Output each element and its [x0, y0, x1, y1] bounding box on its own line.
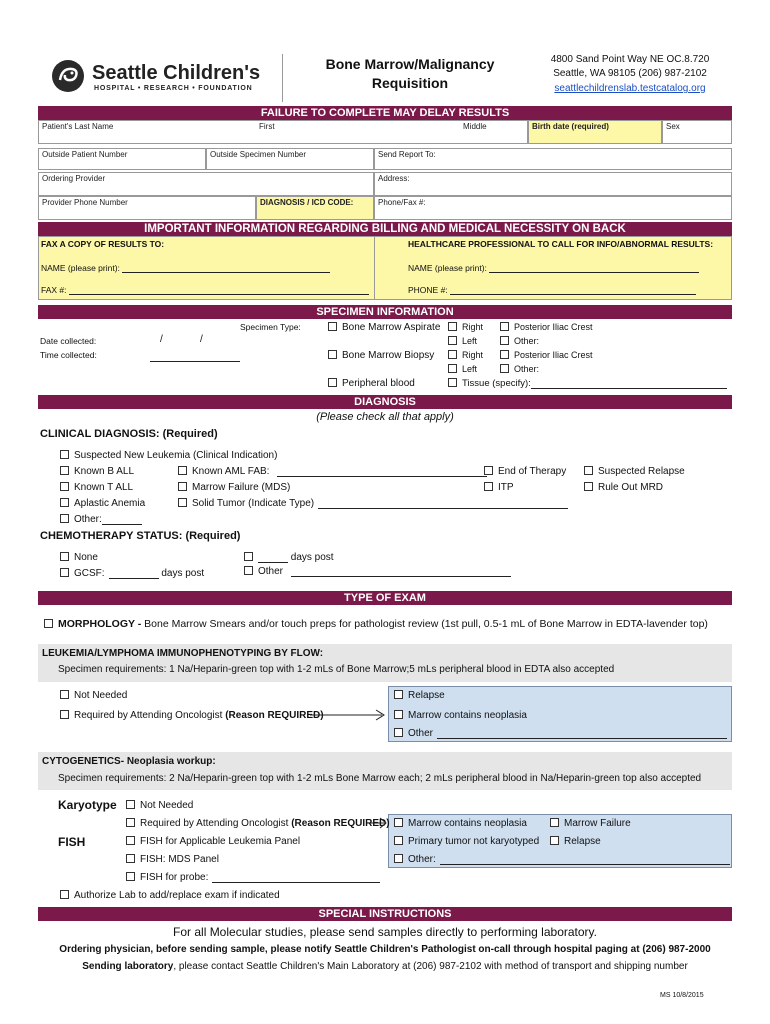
checkbox[interactable] — [60, 514, 69, 523]
diagnosis-header: DIAGNOSIS — [38, 395, 732, 409]
diagnosis-code-field[interactable]: DIAGNOSIS / ICD CODE: — [256, 196, 374, 220]
label: FISH for Applicable Leukemia Panel — [140, 836, 301, 847]
cyto-other-input[interactable] — [440, 855, 730, 865]
org-name: Seattle Children's — [92, 62, 261, 84]
checkbox[interactable] — [394, 710, 403, 719]
tumor-input[interactable] — [318, 499, 568, 509]
label: First — [259, 122, 275, 131]
suspected-relapse[interactable] — [584, 466, 685, 477]
label: Marrow contains neoplasia — [408, 710, 527, 721]
checkbox[interactable] — [60, 552, 69, 561]
biopsy-left[interactable] — [448, 364, 477, 374]
chemo-other[interactable] — [244, 566, 511, 577]
exam-header: TYPE OF EXAM — [38, 591, 732, 605]
suspected-new-leukemia[interactable] — [60, 450, 277, 461]
checkbox[interactable] — [448, 336, 457, 345]
cyto-title: CYTOGENETICS- Neoplasia workup: — [42, 756, 216, 767]
divider — [374, 236, 375, 300]
chemo-status-title: CHEMOTHERAPY STATUS: (Required) — [40, 530, 241, 542]
address-line-1: 4800 Sand Point Way NE OC.8.720 — [550, 54, 710, 65]
phone-name-label — [408, 263, 699, 273]
cyto-marrow-failure[interactable] — [550, 818, 631, 829]
flow-other-input[interactable] — [437, 729, 727, 739]
fax-copy-label: FAX A COPY OF RESULTS TO: — [41, 239, 165, 249]
label: Known AML FAB: — [192, 466, 270, 477]
gcsf-input[interactable] — [109, 569, 159, 579]
date-collected-label: Date collected: — [40, 336, 97, 346]
phone-fax-field[interactable]: Phone/Fax #: — [374, 196, 732, 220]
itp[interactable] — [484, 482, 514, 493]
patient-last-name-field[interactable] — [38, 120, 528, 144]
karyotype-not-needed[interactable] — [126, 800, 193, 811]
label: Rule Out MRD — [598, 482, 664, 493]
label: None — [74, 552, 98, 563]
aspirate-right[interactable] — [448, 322, 483, 332]
checkbox[interactable] — [126, 854, 135, 863]
checkbox[interactable] — [60, 890, 69, 899]
fax-name-label — [41, 263, 330, 273]
label: FISH: MDS Panel — [140, 854, 219, 865]
flow-relapse[interactable] — [394, 690, 445, 701]
label: Sending laboratory — [82, 961, 174, 972]
arrow-right-icon — [370, 817, 388, 832]
label: Not Needed — [74, 690, 128, 701]
biopsy-option[interactable] — [328, 350, 434, 361]
flow-marrow-neoplasia[interactable] — [394, 710, 527, 721]
label: Required by Attending Oncologist — [140, 818, 292, 829]
banner-failure: FAILURE TO COMPLETE MAY DELAY RESULTS — [38, 106, 732, 120]
checkbox[interactable] — [394, 854, 403, 863]
time-collected-label: Time collected: — [40, 350, 97, 360]
checkbox[interactable] — [60, 710, 69, 719]
primary-tumor[interactable] — [394, 836, 539, 847]
checkbox[interactable] — [550, 818, 559, 827]
specimen-type-label: Specimen Type: — [240, 322, 301, 332]
label: Other: — [514, 364, 540, 374]
checkbox[interactable] — [328, 378, 337, 387]
aspirate-option[interactable] — [328, 322, 440, 333]
label: Other: — [514, 336, 540, 346]
label: days post — [161, 568, 205, 579]
divider — [282, 54, 283, 102]
address-line-2: Seattle, WA 98105 (206) 987-2102 — [553, 68, 707, 79]
flow-requirements: Specimen requirements: 1 Na/Heparin-green top with 1-2 mLs of Bone Marrow;5 mLs peripheral blood in EDTA also accepted — [58, 664, 615, 675]
healthcare-label: HEALTHCARE PROFESSIONAL TO CALL FOR INFO/ABNORMAL RESULTS: — [408, 239, 714, 249]
label: End of Therapy — [498, 466, 567, 477]
label: Suspected New Leukemia (Clinical Indication) — [74, 450, 278, 461]
authorize-lab[interactable] — [60, 890, 280, 901]
date-slash: / — [200, 334, 203, 345]
marrow-failure-mds[interactable] — [178, 482, 290, 493]
label: Relapse — [408, 690, 445, 701]
label: Required by Attending Oncologist — [74, 710, 226, 721]
label: Marrow Failure — [564, 818, 631, 829]
flow-required[interactable] — [60, 710, 324, 721]
checkbox[interactable] — [448, 322, 457, 331]
other-input[interactable] — [102, 515, 142, 525]
outside-patient-field[interactable]: Outside Patient Number — [38, 148, 206, 170]
sending-note — [38, 961, 732, 972]
diagnosis-note: (Please check all that apply) — [316, 411, 454, 423]
known-t-all[interactable] — [60, 482, 133, 493]
checkbox[interactable] — [126, 800, 135, 809]
time-collected-input[interactable] — [150, 352, 240, 362]
checkbox[interactable] — [244, 566, 253, 575]
label: Aplastic Anemia — [74, 498, 146, 509]
label: Suspected Relapse — [598, 466, 685, 477]
phone-number-input[interactable] — [450, 285, 696, 295]
form-subtitle: Requisition — [371, 75, 449, 91]
label: Other — [408, 728, 434, 739]
label: Solid Tumor (Indicate Type) — [192, 498, 315, 509]
label: Authorize Lab to add/replace exam if indicated — [74, 890, 280, 901]
biopsy-other[interactable] — [500, 364, 539, 374]
checkbox[interactable] — [500, 364, 509, 373]
checkbox[interactable] — [394, 690, 403, 699]
biopsy-posterior[interactable] — [500, 350, 593, 360]
checkbox[interactable] — [60, 450, 69, 459]
form-title: Bone Marrow/Malignancy — [325, 56, 495, 72]
provider-phone-field[interactable]: Provider Phone Number — [38, 196, 256, 220]
known-b-all[interactable] — [60, 466, 134, 477]
flow-title: LEUKEMIA/LYMPHOMA IMMUNOPHENOTYPING BY FLOW: — [42, 648, 324, 659]
tissue-input[interactable] — [531, 379, 727, 389]
label: NAME (please print): — [408, 263, 487, 273]
checkbox[interactable] — [500, 322, 509, 331]
checkbox[interactable] — [178, 498, 187, 507]
birth-date-field[interactable]: Birth date (required) — [528, 120, 662, 144]
checkbox[interactable] — [60, 568, 69, 577]
checkbox[interactable] — [550, 836, 559, 845]
label: Not Needed — [140, 800, 194, 811]
label: Right — [462, 322, 484, 332]
chemo-other-input[interactable] — [291, 567, 511, 577]
specimen-header: SPECIMEN INFORMATION — [38, 305, 732, 319]
checkbox[interactable] — [448, 350, 457, 359]
label: Posterior Iliac Crest — [514, 350, 593, 360]
solid-tumor[interactable] — [178, 498, 568, 509]
flow-not-needed[interactable] — [60, 690, 127, 701]
catalog-link[interactable]: seattlechildrenslab.testcatalog.org — [554, 83, 706, 94]
morphology-option[interactable] — [44, 618, 708, 630]
checkbox[interactable] — [126, 836, 135, 845]
peripheral-option[interactable] — [328, 378, 415, 389]
fish-probe[interactable] — [126, 872, 380, 883]
date-slash: / — [160, 334, 163, 345]
checkbox[interactable] — [328, 322, 337, 331]
label: days post — [290, 552, 334, 563]
checkbox[interactable] — [126, 818, 135, 827]
label: ITP — [498, 482, 514, 493]
form-code: MS 10/8/2015 — [660, 992, 704, 999]
cyto-other[interactable] — [394, 854, 730, 865]
chemo-days-post[interactable] — [244, 552, 334, 563]
aplastic-anemia[interactable] — [60, 498, 145, 509]
label: (Reason REQUIRED) — [291, 818, 390, 829]
label: Left — [462, 336, 478, 346]
label: Marrow contains neoplasia — [408, 818, 527, 829]
checkbox[interactable] — [484, 466, 493, 475]
fish-mds-panel[interactable] — [126, 854, 219, 865]
checkbox[interactable] — [60, 498, 69, 507]
checkbox[interactable] — [60, 690, 69, 699]
label: Marrow Failure (MDS) — [192, 482, 291, 493]
fish-leukemia-panel[interactable] — [126, 836, 300, 847]
karyotype-required[interactable] — [126, 818, 390, 829]
label: Right — [462, 350, 484, 360]
diagnosis-other[interactable] — [60, 514, 142, 525]
logo-icon — [52, 60, 84, 92]
clinical-diagnosis-title: CLINICAL DIAGNOSIS: (Required) — [40, 428, 218, 440]
checkbox[interactable] — [584, 482, 593, 491]
tissue-option[interactable] — [448, 378, 727, 389]
probe-input[interactable] — [212, 873, 380, 883]
checkbox[interactable] — [584, 466, 593, 475]
aspirate-left[interactable] — [448, 336, 477, 346]
checkbox[interactable] — [484, 482, 493, 491]
label: Other — [258, 566, 284, 577]
label: Posterior Iliac Crest — [514, 322, 593, 332]
fax-number-input[interactable] — [69, 285, 369, 295]
karyotype-label: Karyotype — [58, 798, 117, 812]
checkbox[interactable] — [44, 619, 53, 628]
label: FAX #: — [41, 285, 67, 295]
cyto-requirements: Specimen requirements: 2 Na/Heparin-green top with 1-2 mLs Bone Marrow each; 2 mLs peripheral blood in Na/Heparin-green top also accepted — [58, 773, 702, 784]
checkbox[interactable] — [394, 836, 403, 845]
checkbox[interactable] — [126, 872, 135, 881]
label: Left — [462, 364, 478, 374]
sex-field[interactable]: Sex — [662, 120, 732, 144]
checkbox[interactable] — [448, 364, 457, 373]
org-sub: HOSPITAL • RESEARCH • FOUNDATION — [94, 85, 253, 92]
label: , please contact Seattle Children's Main Laboratory at (206) 987-2102 with method of transport and shipping number — [173, 961, 688, 972]
label: Bone Marrow Aspirate — [342, 322, 441, 333]
checkbox[interactable] — [60, 466, 69, 475]
chemo-gcsf[interactable] — [60, 568, 204, 579]
rule-out-mrd[interactable] — [584, 482, 663, 493]
label: Other: — [408, 854, 436, 865]
checkbox[interactable] — [244, 552, 253, 561]
label: Other: — [74, 514, 102, 525]
outside-specimen-field[interactable]: Outside Specimen Number — [206, 148, 374, 170]
aspirate-other[interactable] — [500, 336, 539, 346]
label: NAME (please print): — [41, 263, 120, 273]
label: Bone Marrow Biopsy — [342, 350, 435, 361]
label: Tissue (specify): — [462, 378, 531, 389]
biopsy-right[interactable] — [448, 350, 483, 360]
label: PHONE #: — [408, 285, 448, 295]
molecular-note: For all Molecular studies, please send samples directly to performing laboratory. — [173, 925, 597, 939]
checkbox[interactable] — [448, 378, 457, 387]
label: MORPHOLOGY - — [58, 618, 142, 630]
label: Patient's Last Name — [42, 122, 114, 131]
chemo-none[interactable] — [60, 552, 98, 563]
checkbox[interactable] — [178, 466, 187, 475]
checkbox[interactable] — [178, 482, 187, 491]
label: Bone Marrow Smears and/or touch preps for pathologist review (1st pull, 0.5-1 mL of Bone Marrow in EDTA-lavender top) — [141, 618, 708, 630]
fish-label: FISH — [58, 835, 86, 849]
phone-name-input[interactable] — [489, 263, 699, 273]
label: Relapse — [564, 836, 601, 847]
label: Middle — [463, 122, 487, 131]
checkbox[interactable] — [394, 728, 403, 737]
checkbox[interactable] — [500, 350, 509, 359]
label: Known B ALL — [74, 466, 135, 477]
aml-input[interactable] — [277, 467, 487, 477]
flow-other[interactable] — [394, 728, 727, 739]
label: (Reason REQUIRED) — [225, 710, 324, 721]
label: GCSF: — [74, 568, 105, 579]
label: Peripheral blood — [342, 378, 415, 389]
special-header: SPECIAL INSTRUCTIONS — [38, 907, 732, 921]
cyto-marrow-neoplasia[interactable] — [394, 818, 527, 829]
checkbox[interactable] — [394, 818, 403, 827]
end-of-therapy[interactable] — [484, 466, 566, 477]
send-report-field[interactable]: Send Report To: — [374, 148, 732, 170]
checkbox[interactable] — [328, 350, 337, 359]
address-field[interactable]: Address: — [374, 172, 732, 196]
ordering-note: Ordering physician, before sending sample, please notify Seattle Children's Pathologist on-call through hospital paging at (206) 987-2000 — [59, 944, 711, 955]
checkbox[interactable] — [60, 482, 69, 491]
label: FISH for probe: — [140, 872, 209, 883]
known-aml[interactable] — [178, 466, 487, 477]
arrow-right-icon — [310, 709, 388, 724]
fax-name-input[interactable] — [122, 263, 330, 273]
fax-number-label — [41, 285, 369, 295]
ordering-provider-field[interactable]: Ordering Provider — [38, 172, 374, 196]
checkbox[interactable] — [500, 336, 509, 345]
cyto-relapse[interactable] — [550, 836, 601, 847]
aspirate-posterior[interactable] — [500, 322, 593, 332]
label: Known T ALL — [74, 482, 134, 493]
label: Primary tumor not karyotyped — [408, 836, 540, 847]
phone-number-label — [408, 285, 696, 295]
days-input[interactable] — [258, 553, 288, 563]
billing-header: IMPORTANT INFORMATION REGARDING BILLING AND MEDICAL NECESSITY ON BACK — [38, 222, 732, 236]
